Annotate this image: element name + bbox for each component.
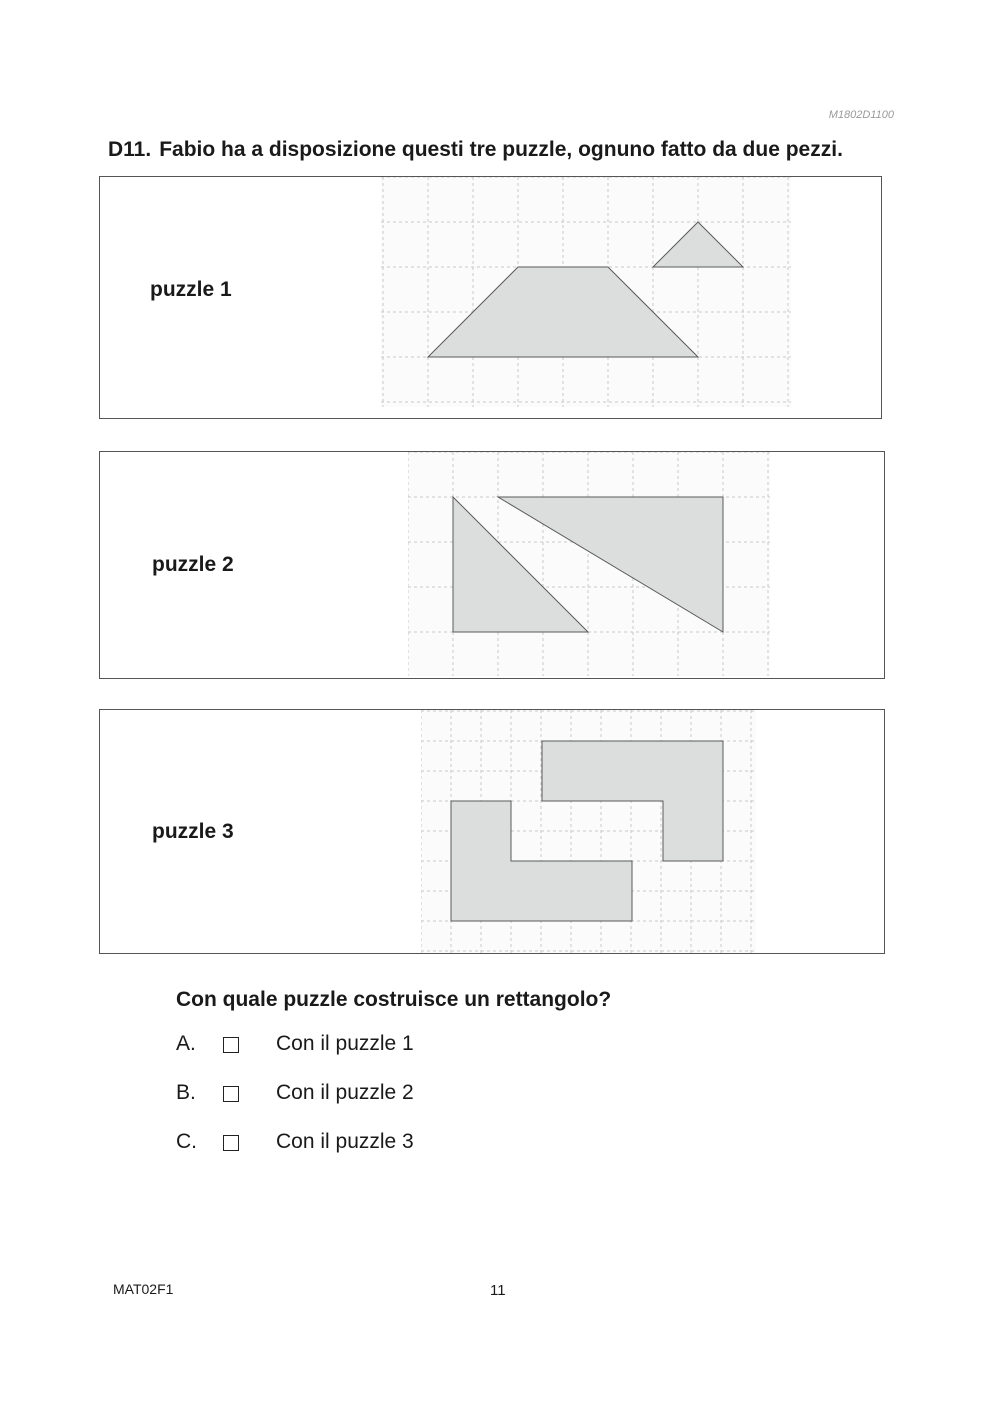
option-c-checkbox[interactable] xyxy=(223,1135,239,1151)
option-c-text: Con il puzzle 3 xyxy=(276,1130,414,1153)
footer-code: MAT02F1 xyxy=(113,1281,174,1297)
puzzle-3-box xyxy=(99,709,885,954)
item-code: M1802D1100 xyxy=(828,109,894,121)
question-title xyxy=(108,138,843,162)
option-b-text: Con il puzzle 2 xyxy=(276,1081,414,1104)
option-b-letter: B. xyxy=(176,1081,196,1104)
question-prompt: Con quale puzzle costruisce un rettangolo? xyxy=(176,988,612,1011)
puzzle-2-box xyxy=(99,451,885,679)
page-number: 11 xyxy=(490,1282,506,1299)
option-c[interactable] xyxy=(176,1130,414,1179)
option-a[interactable] xyxy=(176,1032,414,1081)
option-c-letter: C. xyxy=(176,1130,197,1153)
puzzle-3-figure xyxy=(421,710,756,953)
puzzle-2-figure xyxy=(408,452,770,676)
option-a-letter: A. xyxy=(176,1032,196,1055)
answer-options xyxy=(176,1032,414,1179)
option-b[interactable] xyxy=(176,1081,414,1130)
puzzle-2-label: puzzle 2 xyxy=(152,553,234,576)
puzzle-3-label: puzzle 3 xyxy=(152,820,234,843)
puzzle-1-figure xyxy=(381,177,791,407)
option-b-checkbox[interactable] xyxy=(223,1086,239,1102)
puzzle-1-box xyxy=(99,176,882,419)
puzzle-1-label: puzzle 1 xyxy=(150,278,232,301)
question-text: Fabio ha a disposizione questi tre puzzle, ognuno fatto da due pezzi. xyxy=(159,138,843,161)
question-number: D11. xyxy=(108,138,152,161)
option-a-text: Con il puzzle 1 xyxy=(276,1032,414,1055)
option-a-checkbox[interactable] xyxy=(223,1037,239,1053)
